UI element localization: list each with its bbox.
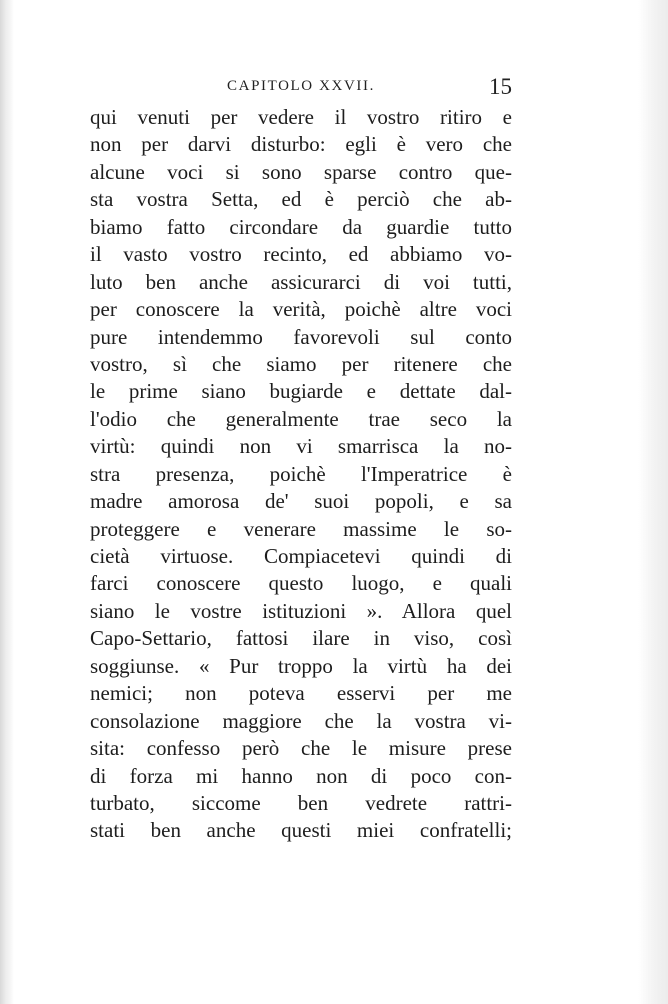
page-right-edge-shadow — [638, 0, 668, 1004]
text-line: soggiunse. « Pur troppo la virtù ha dei — [90, 653, 512, 678]
text-line: il vasto vostro recinto, ed abbiamo vo- — [90, 242, 512, 267]
text-line: proteggere e venerare massime le so- — [90, 516, 512, 541]
text-line: biamo fatto circondare da guardie tutto — [90, 214, 512, 239]
text-line: di forza mi hanno non di poco con- — [90, 763, 512, 788]
text-line: sita: confesso però che le misure prese — [90, 736, 512, 761]
text-line: Capo-Settario, fattosi ilare in viso, così — [90, 626, 512, 651]
body-text — [90, 104, 512, 845]
text-line: pure intendemmo favorevoli sul conto — [90, 324, 512, 349]
page-left-edge-shadow — [0, 0, 14, 1004]
text-line: vostro, sì che siamo per ritenere che — [90, 351, 512, 376]
text-line: consolazione maggiore che la vostra vi- — [90, 708, 512, 733]
text-line: stra presenza, poichè l'Imperatrice è — [90, 461, 512, 486]
text-line: virtù: quindi non vi smarrisca la no- — [90, 434, 512, 459]
text-line: luto ben anche assicurarci di voi tutti, — [90, 269, 512, 294]
text-line: qui venuti per vedere il vostro ritiro e — [90, 105, 512, 129]
text-line: l'odio che generalmente trae seco la — [90, 406, 512, 431]
text-line: non per darvi disturbo: egli è vero che — [90, 132, 512, 157]
running-head: CAPITOLO XXVII. — [227, 78, 375, 94]
text-line: stati ben anche questi miei confratelli; — [90, 818, 512, 843]
page-header — [90, 74, 512, 104]
page-number: 15 — [489, 74, 512, 99]
text-line: nemici; non poteva esservi per me — [90, 681, 512, 706]
text-line: le prime siano bugiarde e dettate dal- — [90, 379, 512, 404]
text-line: sta vostra Setta, ed è perciò che ab- — [90, 187, 512, 212]
text-line: turbato, siccome ben vedrete rattri- — [90, 790, 512, 815]
text-line: per conoscere la verità, poichè altre voci — [90, 297, 512, 322]
text-line: farci conoscere questo luogo, e quali — [90, 571, 512, 596]
text-line: cietà virtuose. Compiacetevi quindi di — [90, 544, 512, 568]
text-line: madre amorosa de' suoi popoli, e sa — [90, 489, 512, 514]
text-line: siano le vostre istituzioni ». Allora quel — [90, 598, 512, 623]
text-line: alcune voci si sono sparse contro que- — [90, 159, 512, 184]
